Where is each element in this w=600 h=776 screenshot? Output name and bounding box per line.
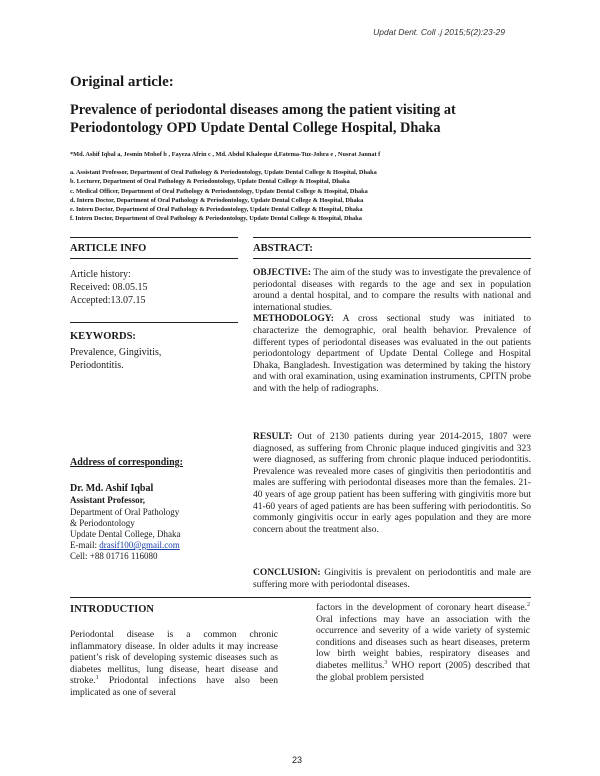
intro-text: Periodontal disease is a common chronic inflammatory disease. In older adults it may increase patient’s risk of developing systemic diseases such as diabetes mellitus, lung disease, heart disease and stroke.: [70, 630, 278, 687]
article-info-heading: ARTICLE INFO: [70, 243, 147, 254]
correspondence-dept: & Periodontology: [70, 518, 135, 528]
journal-reference: Updat Dent. Coll .j 2015;5(2):23-29: [373, 27, 505, 37]
article-title: Prevalence of periodontal diseases among the patient visiting at Periodontology OPD Update Dental College Hospital, Dhaka: [70, 102, 456, 136]
keyword-line: Prevalence, Gingivitis,: [70, 347, 162, 358]
correspondence-heading: Address of corresponding:: [70, 457, 183, 468]
introduction-paragraph-left: [70, 630, 278, 700]
abstract-objective-methodology: [253, 268, 531, 396]
page-number: 23: [292, 755, 303, 765]
citation-ref: 3: [384, 659, 388, 666]
abstract-heading: ABSTRACT:: [253, 243, 313, 254]
introduction-paragraph-right: [316, 603, 530, 684]
methodology-text: A cross sectional study was initiated to characterize the demographic, oral health behavior. Prevalence of different types of periodontal diseases was evaluated in the out patients periodontology department of Update Dental College and Hospital Dhaka, Bangladesh. Investigation was determined by taking the history and with oral examination, using examination instruments, CPITN probe and with the help of radiographs.: [253, 314, 531, 394]
conclusion-text: Gingivitis is prevalent on periodontitis and male are suffering more with periodontal diseases.: [253, 568, 531, 590]
intro-text: Oral infections may have an association with the occurrence and severity of a wide variety of systemic conditions and diseases such as heart diseases, preterm low birth weight babies, respiratory diseases and diabetes mellitus.: [316, 614, 530, 671]
affiliation-item: c. Medical Officer, Department of Oral Pathology & Periodontology, Update Dental College & Hospital, Dhaka: [70, 187, 368, 195]
author-list: *Md. Ashif Iqbal a, Jesmin Mohof b , Fayeza Afrin c , Md. Abdul Khaleque d,Fatema-Tuz-Johra e , Nusrat Jannat f: [70, 151, 381, 158]
article-history: [70, 268, 147, 307]
abstract-methodology: [253, 314, 531, 395]
affiliation-item: e. Intern Doctor, Department of Oral Pathology & Periodontology, Update Dental College & Hospital, Dhaka: [70, 206, 363, 214]
result-text: Out of 2130 patients during year 2014-2015, 1807 were diagnosed, as suffering from Chronic plaque induced gingivitis and 323 were diagnosed, as suffering from chronic plaque induced periodontitis. Prevalence was revealed more cases of gingivitis then periodontitis and males are suffering with periodontal diseases more than the females. 21-40 years of age group patient has been suffering with gingivitis more but 41-60 years of aged patients are has been suffering with periodontitis. So commonly gingivitis occur in early ages population and they are more concern about the treatment also.: [253, 432, 531, 535]
intro-text: Priodontal infections have also been implicated as one of several: [70, 676, 278, 698]
intro-text: factors in the development of coronary heart disease.: [316, 603, 527, 613]
keywords-divider: [70, 322, 238, 323]
citation-ref: 1: [95, 675, 99, 682]
email-link[interactable]: drasif100@gmail.com: [99, 540, 180, 550]
correspondence-dept: Department of Oral Pathology: [70, 507, 180, 517]
accepted-date: Accepted:13.07.15: [70, 295, 146, 306]
result-label: RESULT:: [253, 432, 293, 442]
history-label: Article history:: [70, 269, 131, 280]
objective-label: OBJECTIVE:: [253, 268, 312, 278]
abstract-head-divider: [253, 258, 531, 259]
affiliation-item: a. Assistant Professor, Department of Oral Pathology & Periodontology, Update Dental College & Hospital, Dhaka: [70, 169, 377, 176]
affiliation-item: d. Intern Doctor, Department of Oral Pathology & Periodontology, Update Dental College & Hospital, Dhaka: [70, 196, 364, 204]
citation-ref: 2: [527, 601, 530, 608]
email-label: E-mail:: [70, 540, 100, 550]
objective-text: The aim of the study was to investigate the prevalence of periodontal diseases with regards to the age and sex in population around a dental hospital, and to compare the results with national and international studies.: [253, 268, 531, 313]
correspondence-position: Assistant Professor,: [70, 495, 146, 505]
correspondence-name: Dr. Md. Ashif Iqbal: [70, 483, 154, 494]
abstract-top-divider: [253, 237, 531, 238]
affiliation-item: b. Lecturer, Department of Oral Pathology & Periodontology, Update Dental College & Hospital, Dhaka: [70, 178, 350, 186]
correspondence-institution: Update Dental College, Dhaka: [70, 529, 181, 539]
article-info-top-divider: [70, 237, 238, 238]
affiliation-item: f. Intern Doctor, Department of Oral Pathology & Periodontology, Update Dental College & Hospital, Dhaka: [70, 215, 362, 223]
intro-text: WHO report (2005) described that the global problem persisted: [316, 660, 530, 683]
abstract-bottom-divider: [70, 597, 531, 598]
abstract-result: [253, 432, 531, 536]
keywords-heading: KEYWORDS:: [70, 331, 136, 342]
correspondence-cell: Cell: +88 01716 116080: [70, 551, 158, 561]
article-type-label: Original article:: [70, 74, 174, 90]
correspondence-email-line: [70, 540, 180, 551]
abstract-conclusion: [253, 568, 531, 591]
keywords-list: [70, 346, 161, 372]
article-info-head-divider: [70, 258, 238, 259]
keyword-line: Periodontitis.: [70, 360, 124, 371]
affiliation-list: [70, 168, 540, 224]
introduction-heading: INTRODUCTION: [70, 604, 155, 615]
abstract-objective: [253, 268, 531, 314]
received-date: Received: 08.05.15: [70, 282, 148, 293]
conclusion-label: CONCLUSION:: [253, 568, 321, 578]
correspondence-details: [70, 507, 180, 562]
methodology-label: METHODOLOGY:: [253, 314, 334, 325]
